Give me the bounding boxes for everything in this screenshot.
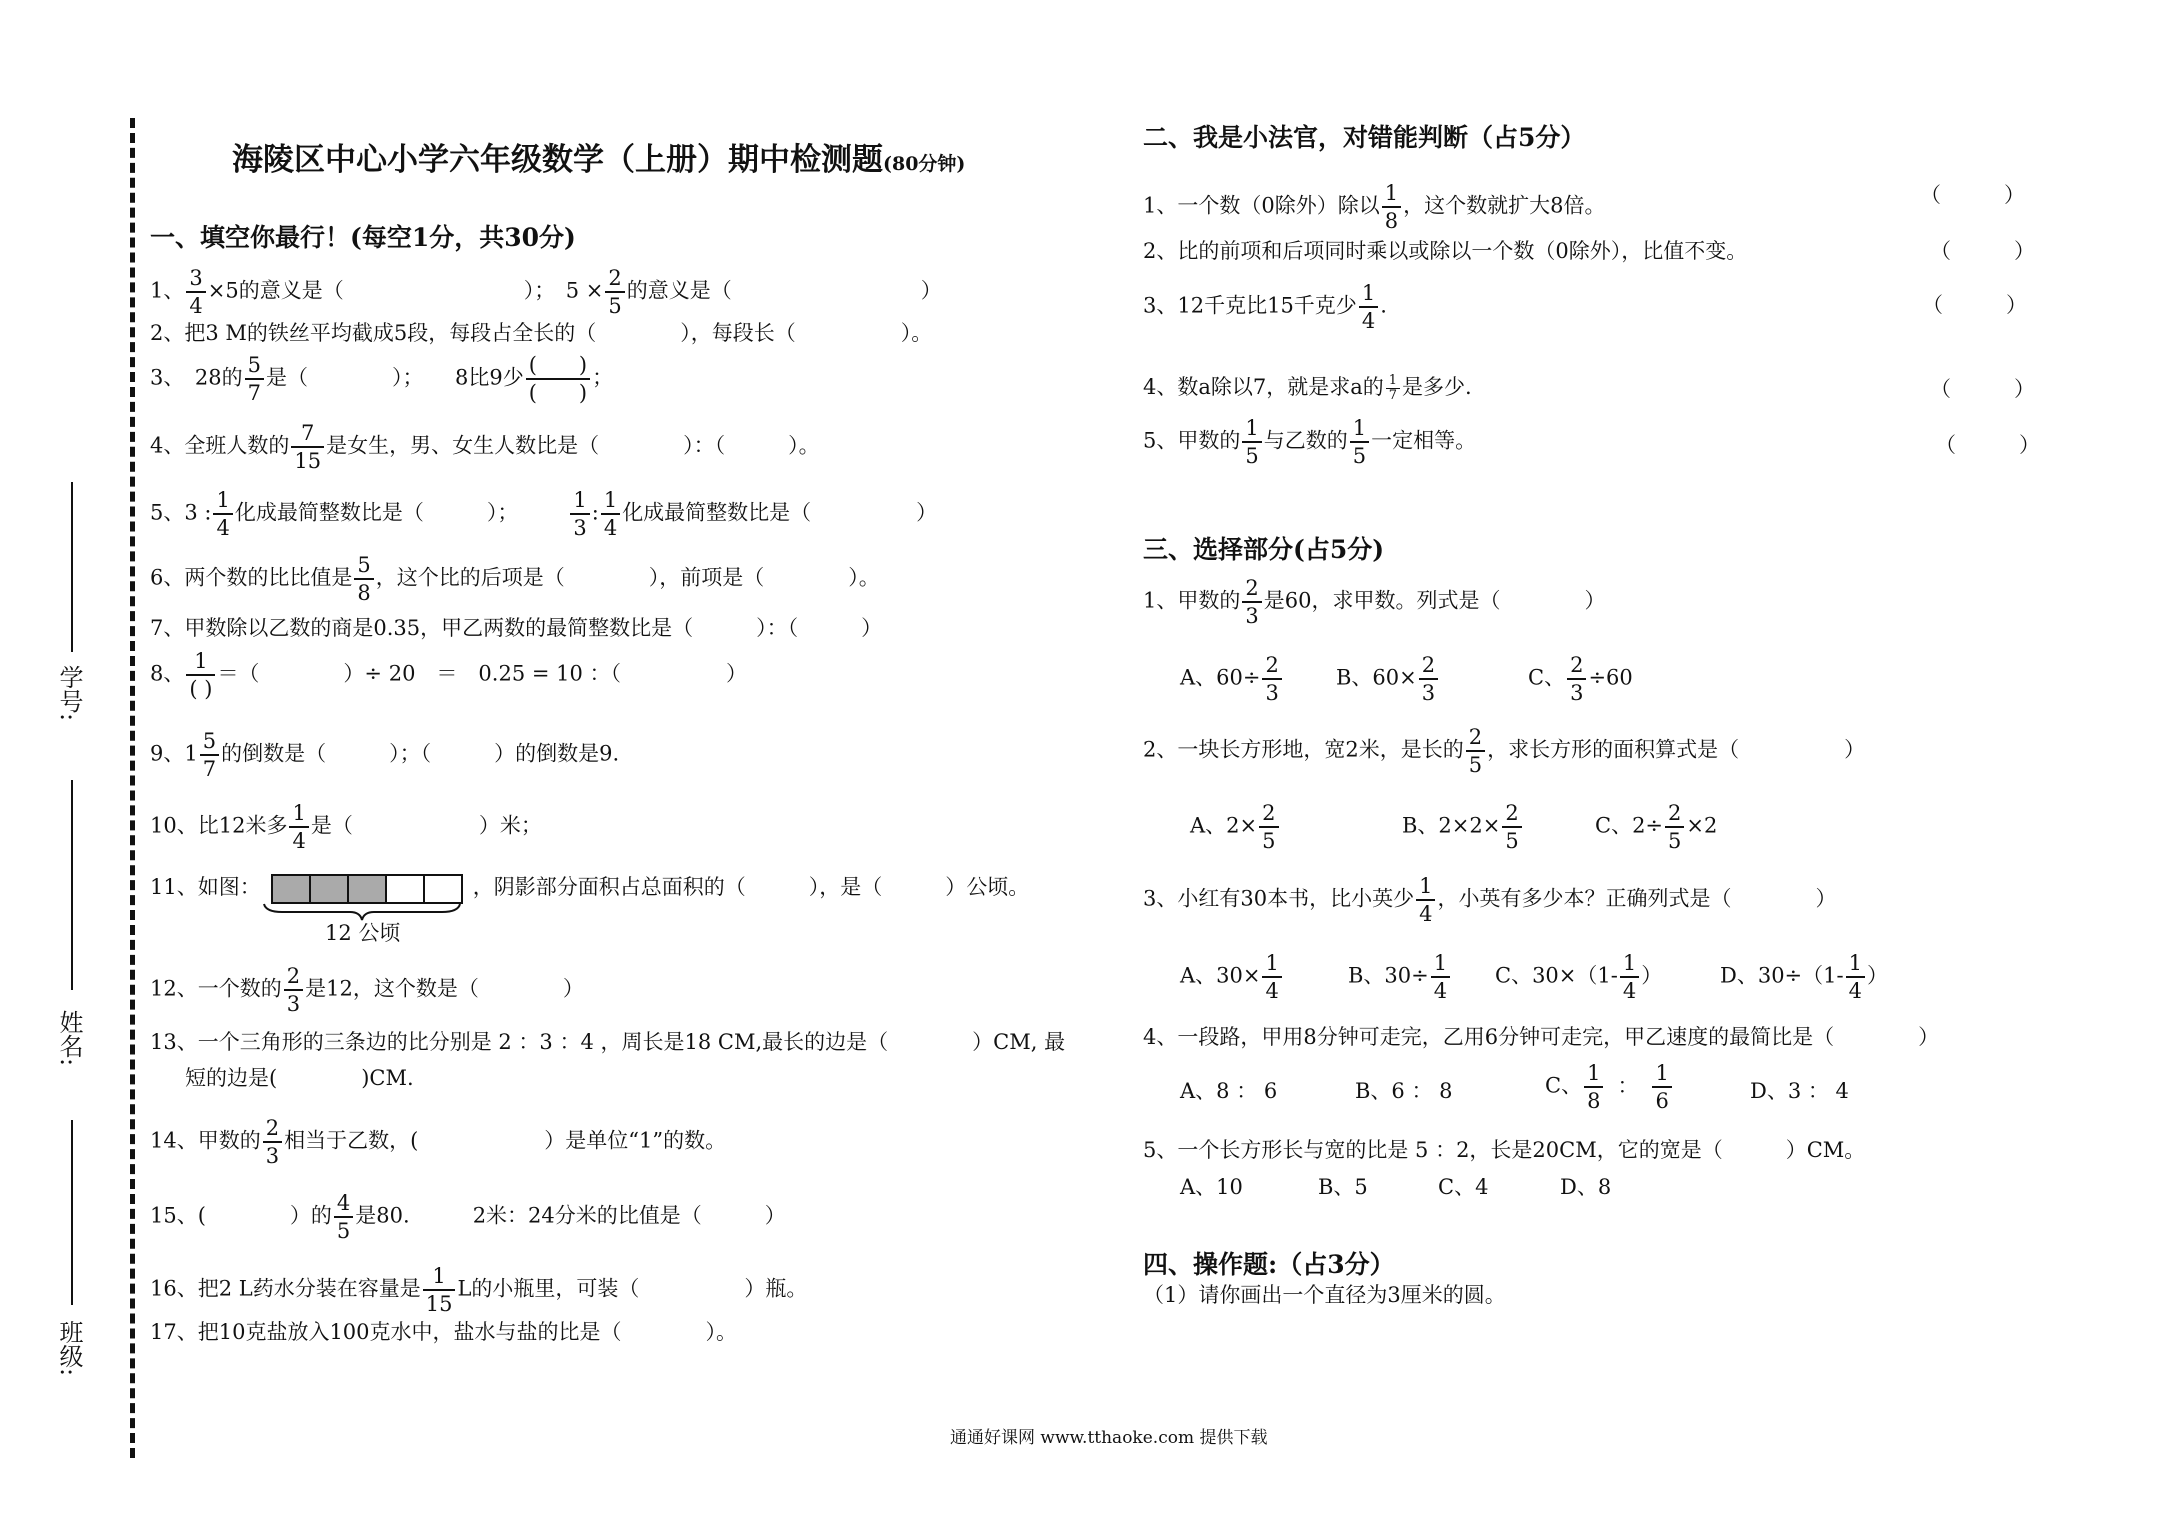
option-3-2-c[interactable]: C、2÷ $\frac{2}{5}$ ×2 [1595,801,1718,853]
fraction: $\frac{1}{5}$ [1350,415,1369,469]
answer-paren-2-2[interactable]: （ ） [1930,239,2035,263]
fraction: $\frac{1}{3}$ [570,487,589,541]
option-3-1-b[interactable]: B、60× $\frac{2}{3}$ [1336,652,1440,706]
fraction: $\frac{5}{8}$ [354,552,373,606]
q-number: 1、 [150,278,185,303]
fraction: $\frac{1}{4}$ [601,487,620,541]
fraction: $\frac{1}{8}$ [1382,180,1401,234]
question-1-5: 5、3 : $\frac{1}{4}$ 化成最简整数比是（ ）； $\frac{1}{3}$ : $\frac{1}{4}$ 化成最简整数比是（ ） [150,488,938,540]
fraction: $\frac{7}{15}$ [291,420,324,474]
option-3-4-a[interactable]: A、8 ： 6 [1180,1079,1278,1103]
question-1-2: 2、把3 M的铁丝平均截成5段，每段占全长的（ ），每段长（ ）。 [150,321,933,345]
option-3-3-a[interactable]: A、30× $\frac{1}{4}$ [1180,950,1284,1004]
option-3-2-a[interactable]: A、2× $\frac{2}{5}$ [1190,800,1281,854]
footer-source: 通通好课网 www.tthaoke.com 提供下载 [950,1428,1268,1448]
q-text: ）； 5 × [523,278,604,303]
fraction: $\frac{2}{3}$ [263,1115,282,1169]
question-1-8: 8、 $\frac{1}{( )}$ ＝（ ）÷ 20 ＝ 0.25 = 10 ：（ ） [150,649,748,701]
title-text: 海陵区中心小学六年级数学（上册）期中检测题 [232,142,883,178]
shaded-bar-diagram [273,872,463,904]
question-1-3: 3、 28的 $\frac{5}{7}$ 是（ ）； 8比9少 $\frac{( )}{( )}$ ； [150,353,614,405]
question-1-14: 14、甲数的 $\frac{2}{3}$ 相当于乙数，( ）是单位“1”的数。 [150,1116,727,1168]
fraction: $\frac{1}{4}$ [1416,873,1435,927]
fraction: $\frac{4}{5}$ [334,1190,353,1244]
option-3-1-a[interactable]: A、60÷ $\frac{2}{3}$ [1180,652,1284,706]
label-xuehao: 学号: [55,665,83,722]
option-3-3-b[interactable]: B、30÷ $\frac{1}{4}$ [1348,950,1452,1004]
question-1-6: 6、两个数的比比值是 $\frac{5}{8}$ ，这个比的后项是（ ），前项是（ ）。 [150,553,880,605]
blank-line-xuehao [71,482,73,652]
answer-paren-2-5[interactable]: （ ） [1935,433,2040,457]
fraction: $\frac{1}{15}$ [423,1263,456,1317]
question-1-7: 7、甲数除以乙数的商是0.35，甲乙两数的最简整数比是（ ）：（ ） [150,616,883,640]
question-2-3: 3、12千克比15千克少 $\frac{1}{4}$ . [1143,281,1387,333]
option-3-3-d[interactable]: D、30÷（1- $\frac{1}{4}$ ） [1720,951,1888,1003]
fraction: $\frac{2}{3}$ [284,963,303,1017]
question-3-2: 2、一块长方形地，宽2米，是长的 $\frac{2}{5}$ ，求长方形的面积算式是（ ） [1143,725,1866,777]
q-text: ×5的意义是（ [207,278,344,303]
blank-line-xingming [71,780,73,990]
page-title [232,134,965,179]
question-3-5: 5、一个长方形长与宽的比是 5 ：2，长是20CM，它的宽是（ ）CM。 [1143,1138,1866,1162]
question-1-10: 10、比12米多 $\frac{1}{4}$ 是（ ）米； [150,801,542,853]
fraction: $\frac{1}{4}$ [289,800,308,854]
q-text: 的意义是（ ） [626,278,942,303]
fraction: $\frac{1}{7}$ [1386,374,1400,403]
brace-label: 12 公顷 [325,921,401,945]
fraction: $\frac{2}{3}$ [1242,575,1261,629]
fraction: $\frac{3}{4}$ [186,265,205,319]
question-1-16: 16、把2 L药水分装在容量是 $\frac{1}{15}$ L的小瓶里，可装（ ）瓶。 [150,1264,808,1316]
fraction: $\frac{2}{5}$ [605,265,624,319]
question-2-1: 1、一个数（0除外）除以 $\frac{1}{8}$ ，这个数就扩大8倍。 [1143,181,1606,233]
question-1-13-cont: 短的边是( )CM. [185,1066,414,1090]
label-xingming: 姓名: [55,1010,83,1067]
section1-heading: 一、填空你最行！(每空1分，共30分) [150,223,576,252]
option-3-4-c[interactable]: C、 $\frac{1}{8}$ ： $\frac{1}{6}$ [1545,1060,1674,1114]
label-banji: 班级: [55,1320,83,1377]
blank-fraction: $\frac{( )}{( )}$ [526,352,590,406]
answer-paren-2-3[interactable]: （ ） [1922,293,2027,317]
fraction: $\frac{1}{4}$ [213,487,232,541]
title-time: (80分钟) [883,153,966,175]
question-1-12: 12、一个数的 $\frac{2}{3}$ 是12，这个数是（ ） [150,964,584,1016]
answer-paren-2-4[interactable]: （ ） [1930,377,2035,401]
option-3-1-c[interactable]: C、 $\frac{2}{3}$ ÷60 [1528,653,1633,705]
question-3-3: 3、小红有30本书，比小英少 $\frac{1}{4}$ ，小英有多少本？正确列式是（ ） [1143,874,1837,926]
section2-heading: 二、我是小法官，对错能判断（占5分） [1143,123,1586,152]
fraction: $\frac{5}{7}$ [200,728,219,782]
option-3-5-b[interactable]: B、5 [1318,1175,1368,1199]
question-1-17: 17、把10克盐放入100克水中，盐水与盐的比是（ ）。 [150,1320,738,1344]
option-3-5-c[interactable]: C、4 [1438,1175,1489,1199]
section4-heading: 四、操作题:（占3分） [1143,1250,1395,1279]
question-1-4: 4、全班人数的 $\frac{7}{15}$ 是女生，男、女生人数比是（ ）：（ ）。 [150,421,820,473]
option-3-4-b[interactable]: B、6 ： 8 [1355,1079,1453,1103]
question-1-13: 13、一个三角形的三条边的比分别是 2 ：3 ：4 ，周长是18 CM,最长的边是（ ）CM, 最 [150,1030,1066,1054]
answer-paren-2-1[interactable]: （ ） [1920,183,2025,207]
question-1-11: 11、如图： ，阴影部分面积占总面积的（ ），是（ ）公顷。 [150,872,1029,904]
question-4-1: （1）请你画出一个直径为3厘米的圆。 [1143,1283,1506,1307]
option-3-5-a[interactable]: A、10 [1180,1175,1243,1199]
question-1-15: 15、( ）的 $\frac{4}{5}$ 是80. 2米：24分米的比值是（ ） [150,1191,786,1243]
fraction: $\frac{1}{4}$ [1359,280,1378,334]
question-1-9: 9、1 $\frac{5}{7}$ 的倒数是（ ）；（ ）的倒数是9. [150,729,620,781]
fraction: $\frac{1}{( )}$ [186,648,215,702]
question-2-4: 4、数a除以7，就是求a的 $\frac{1}{7}$ 是多少. [1143,373,1472,403]
question-3-4: 4、一段路，甲用8分钟可走完，乙用6分钟可走完，甲乙速度的最简比是（ ） [1143,1025,1940,1049]
fraction: $\frac{5}{7}$ [245,352,264,406]
blank-line-banji [71,1120,73,1305]
option-3-2-b[interactable]: B、2×2× $\frac{2}{5}$ [1402,800,1524,854]
option-3-4-d[interactable]: D、3 ： 4 [1750,1079,1849,1103]
question-2-2: 2、比的前项和后项同时乘以或除以一个数（0除外），比值不变。 [1143,239,1748,263]
fraction: $\frac{1}{5}$ [1242,415,1261,469]
section3-heading: 三、选择部分(占5分) [1143,535,1385,564]
question-3-1: 1、甲数的 $\frac{2}{3}$ 是60，求甲数。列式是（ ） [1143,576,1606,628]
question-2-5: 5、甲数的 $\frac{1}{5}$ 与乙数的 $\frac{1}{5}$ 一定相等。 [1143,416,1477,468]
binding-dashed-line [130,118,135,1458]
option-3-5-d[interactable]: D、8 [1560,1175,1612,1199]
question-1-1 [150,265,942,319]
fraction: $\frac{2}{5}$ [1466,724,1485,778]
option-3-3-c[interactable]: C、30×（1- $\frac{1}{4}$ ） [1495,951,1663,1003]
